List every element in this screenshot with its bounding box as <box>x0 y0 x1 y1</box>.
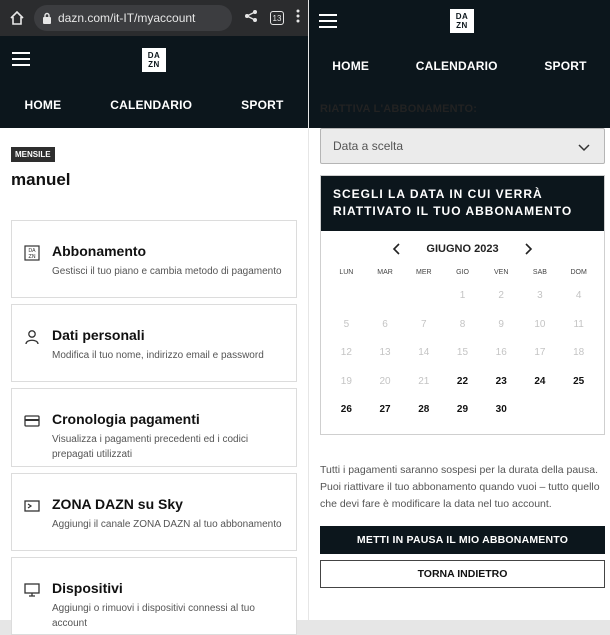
weekday-label: GIO <box>456 269 469 276</box>
nav-sport[interactable]: SPORT <box>241 98 284 112</box>
svg-text:DA: DA <box>28 248 36 254</box>
month-navigator <box>321 234 604 264</box>
calendar-heading: SCEGLI LA DATA IN CUI VERRÀ RIATTIVATO IL TUO ABBONAMENTO <box>321 176 604 231</box>
menu-icon[interactable] <box>12 52 30 66</box>
card-subscription[interactable] <box>11 220 297 298</box>
browser-toolbar <box>0 0 308 36</box>
card-personal-data[interactable] <box>11 304 297 382</box>
card-title: ZONA DAZN su Sky <box>52 496 183 512</box>
calendar-day: 19 <box>340 375 352 387</box>
calendar-day: 3 <box>537 290 543 301</box>
calendar-day: 20 <box>379 375 391 387</box>
pause-subscription-button[interactable]: METTI IN PAUSA IL MIO ABBONAMENTO <box>320 526 605 554</box>
weekday-label: SAB <box>532 269 547 276</box>
reactivate-label: RIATTIVA L'ABBONAMENTO: <box>320 103 478 115</box>
nav-calendar[interactable]: CALENDARIO <box>415 59 498 73</box>
calendar-day: 17 <box>534 347 546 358</box>
weekday-label: VEN <box>494 269 509 276</box>
calendar-day: 14 <box>418 347 430 358</box>
empty-day <box>404 282 443 311</box>
calendar-day: 6 <box>382 318 388 330</box>
weekday-label: MER <box>416 269 432 276</box>
monitor-icon <box>24 582 40 598</box>
more-menu-icon[interactable] <box>296 9 300 28</box>
card-subtitle: Modifica il tuo nome, indirizzo email e password <box>52 350 264 361</box>
date-picker <box>320 175 605 435</box>
calendar-day: 9 <box>498 318 504 330</box>
svg-text:ZN: ZN <box>28 254 36 260</box>
empty-day <box>366 282 405 311</box>
weekday-label: LUN <box>339 269 354 276</box>
menu-icon[interactable] <box>319 14 337 28</box>
card-title: Cronologia pagamenti <box>52 411 200 427</box>
card-devices[interactable] <box>11 557 297 635</box>
url-text: dazn.com/it-IT/myaccount <box>58 11 196 25</box>
empty-day <box>327 282 366 311</box>
calendar-day: 16 <box>495 347 507 358</box>
username: manuel <box>11 170 71 189</box>
share-icon[interactable] <box>244 9 258 28</box>
card-title: Dati personali <box>52 327 145 343</box>
card-payment-history[interactable] <box>11 388 297 467</box>
card-title: Dispositivi <box>52 580 123 596</box>
chevron-down-icon <box>578 141 590 155</box>
dazn-icon <box>24 245 40 261</box>
weekday-label: MAR <box>377 269 393 276</box>
card-title: Abbonamento <box>52 243 147 259</box>
pause-info-text: Tutti i pagamenti saranno sospesi per la durata della pausa. Puoi riattivare il tuo abbonamento quando vuoi – tutto quello che devi fare è modificare la data nel tuo account. <box>320 464 600 510</box>
address-bar[interactable] <box>34 5 232 31</box>
calendar-day: 1 <box>459 290 466 301</box>
calendar-day: 11 <box>573 318 584 330</box>
reactivation-select[interactable] <box>320 128 605 164</box>
nav-home[interactable]: HOME <box>332 59 370 73</box>
calendar-day[interactable]: 27 <box>379 404 391 415</box>
next-month-icon[interactable] <box>525 243 533 255</box>
calendar-day: 7 <box>421 318 427 330</box>
card-subtitle: Visualizza i pagamenti precedenti ed i codici prepagati utilizzati <box>52 434 249 460</box>
site-header <box>0 36 308 128</box>
nav-sport[interactable]: SPORT <box>544 59 587 73</box>
calendar-day: 13 <box>379 347 391 358</box>
calendar-day[interactable]: 28 <box>418 404 430 415</box>
plan-badge: MENSILE <box>11 147 55 162</box>
card-subtitle: Gestisci il tuo piano e cambia metodo di pagamento <box>52 266 282 277</box>
calendar-day[interactable]: 24 <box>534 375 546 387</box>
calendar-day: 12 <box>340 347 352 358</box>
prev-month-icon[interactable] <box>392 243 400 255</box>
calendar-day[interactable]: 30 <box>495 404 507 415</box>
tab-count-button[interactable]: 13 <box>270 11 284 25</box>
go-back-button[interactable]: TORNA INDIETRO <box>320 560 605 588</box>
main-nav <box>0 82 308 128</box>
home-icon[interactable] <box>8 9 26 27</box>
card-icon <box>24 413 40 429</box>
dazn-logo[interactable]: DA ZN <box>142 48 166 72</box>
month-label: GIUGNO 2023 <box>426 243 499 255</box>
calendar-day: 2 <box>498 290 504 301</box>
calendar-day: 18 <box>573 347 585 358</box>
pause-panel <box>309 0 610 620</box>
calendar-day[interactable]: 25 <box>573 375 585 387</box>
user-icon <box>24 329 40 345</box>
card-subtitle: Aggiungi il canale ZONA DAZN al tuo abbonamento <box>52 519 282 530</box>
calendar-grid <box>321 264 604 425</box>
card-zona-dazn[interactable] <box>11 473 297 551</box>
nav-home[interactable]: HOME <box>24 98 62 112</box>
calendar-day[interactable]: 26 <box>340 404 352 415</box>
tv-channel-icon <box>24 498 40 514</box>
main-nav <box>309 43 610 89</box>
calendar-day: 5 <box>343 318 350 330</box>
calendar-day: 8 <box>459 318 466 330</box>
calendar-day: 21 <box>418 375 430 387</box>
calendar-day[interactable]: 23 <box>495 375 507 387</box>
calendar-day: 4 <box>575 290 582 301</box>
nav-calendar[interactable]: CALENDARIO <box>110 98 193 112</box>
calendar-day[interactable]: 29 <box>456 404 469 415</box>
calendar-day[interactable]: 22 <box>456 375 469 387</box>
select-value: Data a scelta <box>333 139 404 153</box>
lock-icon <box>42 12 52 24</box>
calendar-day: 15 <box>456 347 469 358</box>
weekday-label: DOM <box>570 269 587 276</box>
card-subtitle: Aggiungi o rimuovi i dispositivi connessi al tuo account <box>52 603 255 629</box>
dazn-logo[interactable]: DA ZN <box>450 9 474 33</box>
calendar-day: 10 <box>534 318 546 330</box>
